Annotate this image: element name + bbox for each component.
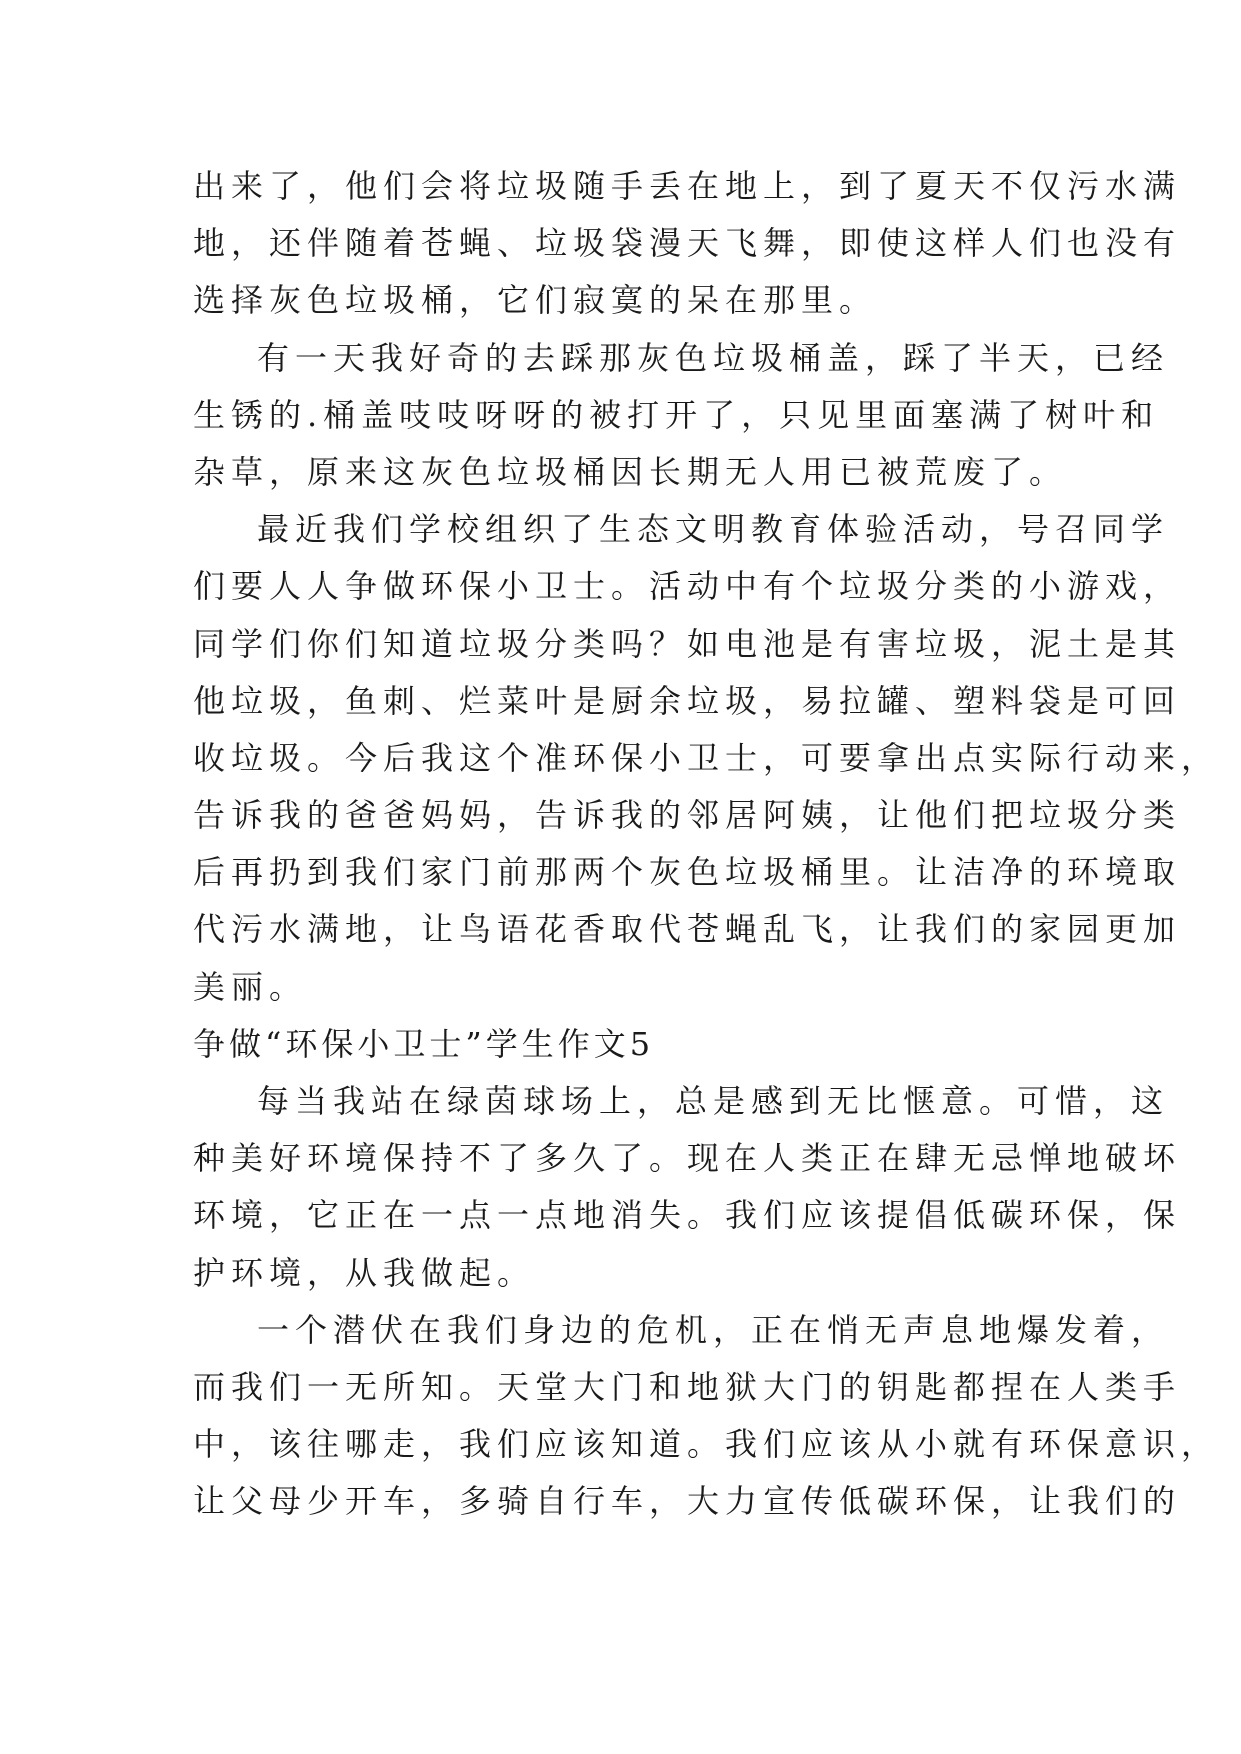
text-line: 后再扔到我们家门前那两个灰色垃圾桶里。让洁净的环境取 [193, 853, 1182, 892]
text-line: 美丽。 [193, 967, 308, 1006]
text-line: 中，该往哪走，我们应该知道。我们应该从小就有环保意识， [193, 1425, 1220, 1464]
section-heading: 争做“环保小卫士”学生作文5 [193, 1024, 655, 1063]
text-line: 代污水满地，让鸟语花香取代苍蝇乱飞，让我们的家园更加 [193, 910, 1182, 949]
paragraph-first-line: 有一天我好奇的去踩那灰色垃圾桶盖，踩了半天，已经 [257, 338, 1170, 377]
paragraph-first-line: 每当我站在绿茵球场上，总是感到无比惬意。可惜，这 [257, 1082, 1170, 1120]
text-line: 收垃圾。今后我这个准环保小卫士，可要拿出点实际行动来， [193, 738, 1220, 777]
text-line: 们要人人争做环保小卫士。活动中有个垃圾分类的小游戏， [193, 567, 1182, 606]
text-line: 生锈的.桶盖吱吱呀呀的被打开了，只见里面塞满了树叶和 [193, 395, 1160, 434]
text-line: 告诉我的爸爸妈妈，告诉我的邻居阿姨，让他们把垃圾分类 [193, 796, 1182, 835]
text-line: 杂草，原来这灰色垃圾桶因长期无人用已被荒废了。 [193, 452, 1068, 491]
text-line: 选择灰色垃圾桶，它们寂寞的呆在那里。 [193, 281, 878, 320]
text-line: 环境，它正在一点一点地消失。我们应该提倡低碳环保，保 [193, 1196, 1182, 1235]
document-page [193, 158, 1220, 1531]
text-line: 让父母少开车，多骑自行车，大力宣传低碳环保，让我们的 [193, 1482, 1182, 1521]
text-line: 出来了，他们会将垃圾随手丢在地上，到了夏天不仅污水满 [193, 167, 1182, 205]
text-line: 种美好环境保持不了多久了。现在人类正在肆无忌惮地破坏 [193, 1139, 1182, 1178]
text-line: 他垃圾，鱼刺、烂菜叶是厨余垃圾，易拉罐、塑料袋是可回 [193, 681, 1182, 720]
paragraph-first-line: 一个潜伏在我们身边的危机，正在悄无声息地爆发着， [257, 1310, 1170, 1349]
paragraph-first-line: 最近我们学校组织了生态文明教育体验活动，号召同学 [257, 510, 1170, 549]
text-line: 护环境，从我做起。 [193, 1253, 536, 1292]
text-line: 同学们你们知道垃圾分类吗？如电池是有害垃圾，泥土是其 [193, 624, 1182, 663]
text-line: 而我们一无所知。天堂大门和地狱大门的钥匙都捏在人类手 [193, 1367, 1182, 1406]
text-line: 地，还伴随着苍蝇、垃圾袋漫天飞舞，即使这样人们也没有 [193, 224, 1182, 263]
